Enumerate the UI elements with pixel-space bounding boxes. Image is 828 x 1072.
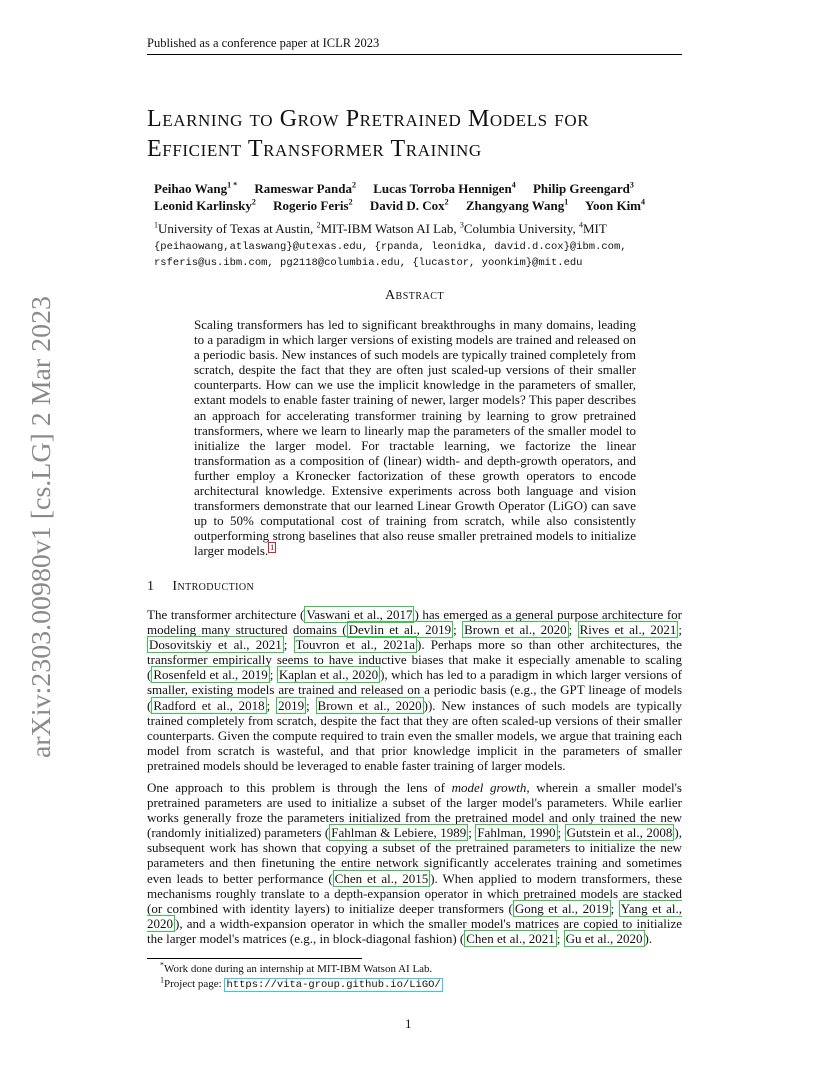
section-heading-introduction: 1 Introduction [147,579,255,594]
title-line-2: Efficient Transformer Training [147,136,482,162]
author-emails [154,239,694,271]
footnote-rule [147,958,362,959]
citation-link[interactable]: Rives et al., 2021 [579,622,677,638]
author-row-2 [154,197,694,214]
author: Leonid Karlinsky$^2$ [154,197,256,213]
citation-link[interactable]: Gutstein et al., 2008 [566,825,673,841]
footnote-1: *Work done during an internship at MIT-IBM Watson AI Lab. [160,960,433,975]
title-line-1: Learning to Grow Pretrained Models for [147,106,590,132]
citation-link[interactable]: Rosenfeld et al., 2019 [153,667,268,683]
author: Yoon Kim$^4$ [585,197,646,213]
citation-link[interactable]: Devlin et al., 2019 [348,622,452,638]
citation-link[interactable]: Fahlman, 1990 [477,825,556,841]
author-row-1 [154,180,694,197]
author: Lucas Torroba Hennigen$^4$ [373,180,516,196]
citation-link[interactable]: Chen et al., 2021 [466,930,555,946]
author-list [154,180,694,214]
citation-link[interactable]: Gong et al., 2019 [514,900,609,916]
citation-link[interactable]: Kaplan et al., 2020 [278,667,379,683]
intro-paragraph-2: One approach to this problem is through the lens of model growth, wherein a smaller model's pretrained parameters are used to initialize a subset of the larger model's parameters. While earlier works generally froze the parameters initialized from the pretrained model and only trained the new (randomly initialized) parameters ( Fahlman & Lebiere, 1989 ; Fahlman, 1990 ; Gutstein et al., 2008 ), subsequent work has shown that copying a subset of the pretrained parameters to initialize the new parameters and then finetuning the entire network significantly accelerates training and sometimes even leads to better performance ( Chen et al., 2015 ). When applied to modern transformers, these mechanisms roughly translate to a depth-expansion operator in which pretrained models are stacked (or combined with identity layers) to initialize deeper transformers ( Gong et al., 2019 ; Yang et al., 2020 ), and a width-expansion operator in which the smaller model's matrices are copied to initialize the larger model's matrices (e.g., in block-diagonal fashion) ( Chen et al., 2021 ; Gu et al., 2020 ). [147,780,682,946]
abstract-body [194,317,636,559]
email-line-2: rsferis@us.ibm.com, pg2118@columbia.edu, {lucastor, yoonkim}@mit.edu [154,257,583,269]
citation-link[interactable]: Brown et al., 2020 [317,697,422,713]
arxiv-side-stamp [20,290,60,760]
author: Rameswar Panda$^2$ [254,180,356,196]
abstract-text: Scaling transformers has led to significant breakthroughs in many domains, leading to a paradigm in which larger versions of existing models are trained and released on a periodic basis. New instances of such models are typically trained completely from scratch, despite the fact that they are often just scaled-up versions of their smaller counterparts. How can we use the implicit knowledge in the parameters of smaller, extant models to enable faster training of newer, larger models? This paper describes an approach for accelerating transformer training by learning to grow pretrained transformers, where we learn to linearly map the parameters of the smaller model to initialize the larger model. For tractable learning, we factorize the linear transformation as a composition of (linear) width- and depth-growth operators, and further employ a Kronecker factorization of these growth operators to encode architectural knowledge. Extensive experiments across both language and vision transformers demonstrate that our learned Linear Growth Operator (LiGO) can save up to 50% computational cost of training from scratch, while also consistently outperforming strong baselines that also reuse smaller pretrained models to initialize larger models. [194,317,636,559]
footnote-link[interactable]: 1 [270,543,275,553]
running-header: Published as a conference paper at ICLR 2023 [147,36,380,50]
citation-link[interactable]: 2019 [278,697,305,713]
citation-link[interactable]: Dosovitskiy et al., 2021 [149,637,282,653]
author: Rogerio Feris$^2$ [273,197,353,213]
header-rule [147,54,682,55]
affiliations: $^1$University of Texas at Austin, $^2$MIT-IBM Watson AI Lab, $^3$Columbia University, $^4$MIT [154,220,607,236]
paper-title [147,104,707,164]
citation-link[interactable]: Chen et al., 2015 [334,870,429,886]
citation-link[interactable]: Fahlman & Lebiere, 1989 [331,825,467,841]
citation-link[interactable]: Gu et al., 2020 [565,930,643,946]
abstract-heading: Abstract [384,288,445,303]
author: Zhangyang Wang$^1$ [465,197,569,213]
citation-link[interactable]: Yang et al., 2020 [147,900,682,931]
citation-link[interactable]: Vaswani et al., 2017 [306,607,413,622]
citation-link[interactable]: Radford et al., 2018 [153,697,265,713]
arxiv-stamp-text: arXiv:2303.00980v1 [cs.LG] 2 Mar 2023 [26,311,56,758]
citation-link[interactable]: Touvron et al., 2021a [295,637,415,653]
page-number: 1 [405,1016,412,1031]
footnote-2: $^1$Project page: https://vita-group.github.io/LiGO/ [160,975,441,991]
project-page-link[interactable]: https://vita-group.github.io/LiGO/ [226,979,441,991]
email-line-1: {peihaowang,atlaswang}@utexas.edu, {rpanda, leonidka, david.d.cox}@ibm.com, [154,241,627,253]
author: Philip Greengard$^3$ [532,180,634,196]
citation-link[interactable]: Brown et al., 2020 [464,622,567,638]
author: Peihao Wang$^{1 *}$ [154,180,238,196]
intro-paragraph-1: The transformer architecture ( Vaswani et al., 2017 ) has emerged as a general purpose architecture for modeling many structured domains ( Devlin et al., 2019 ; Brown et al., 2020 ; Rives et al., 2021 ; Dosovitskiy et al., 2021 ; Touvron et al., 2021a ). Perhaps more so than other architectures, the transformer empirically seems to have inductive biases that make it especially amenable to scaling ( Rosenfeld et al., 2019 ; Kaplan et al., 2020 ), which has led to a paradigm in which larger versions of smaller, existing models are trained and released on a periodic basis (e.g., the GPT lineage of models ( Radford et al., 2018 ; 2019 ; Brown et al., 2020 )). New instances of such models are typically trained completely from scratch, despite the fact that they are often scaled-up versions of their smaller counterparts. Given the compute required to train even the smaller models, we argue that training each model from scratch is wasteful, and that prior knowledge implicit in the parameters of smaller pretrained models should be leveraged to enable faster training of larger models. [147,607,682,773]
author: David D. Cox$^2$ [369,197,449,213]
